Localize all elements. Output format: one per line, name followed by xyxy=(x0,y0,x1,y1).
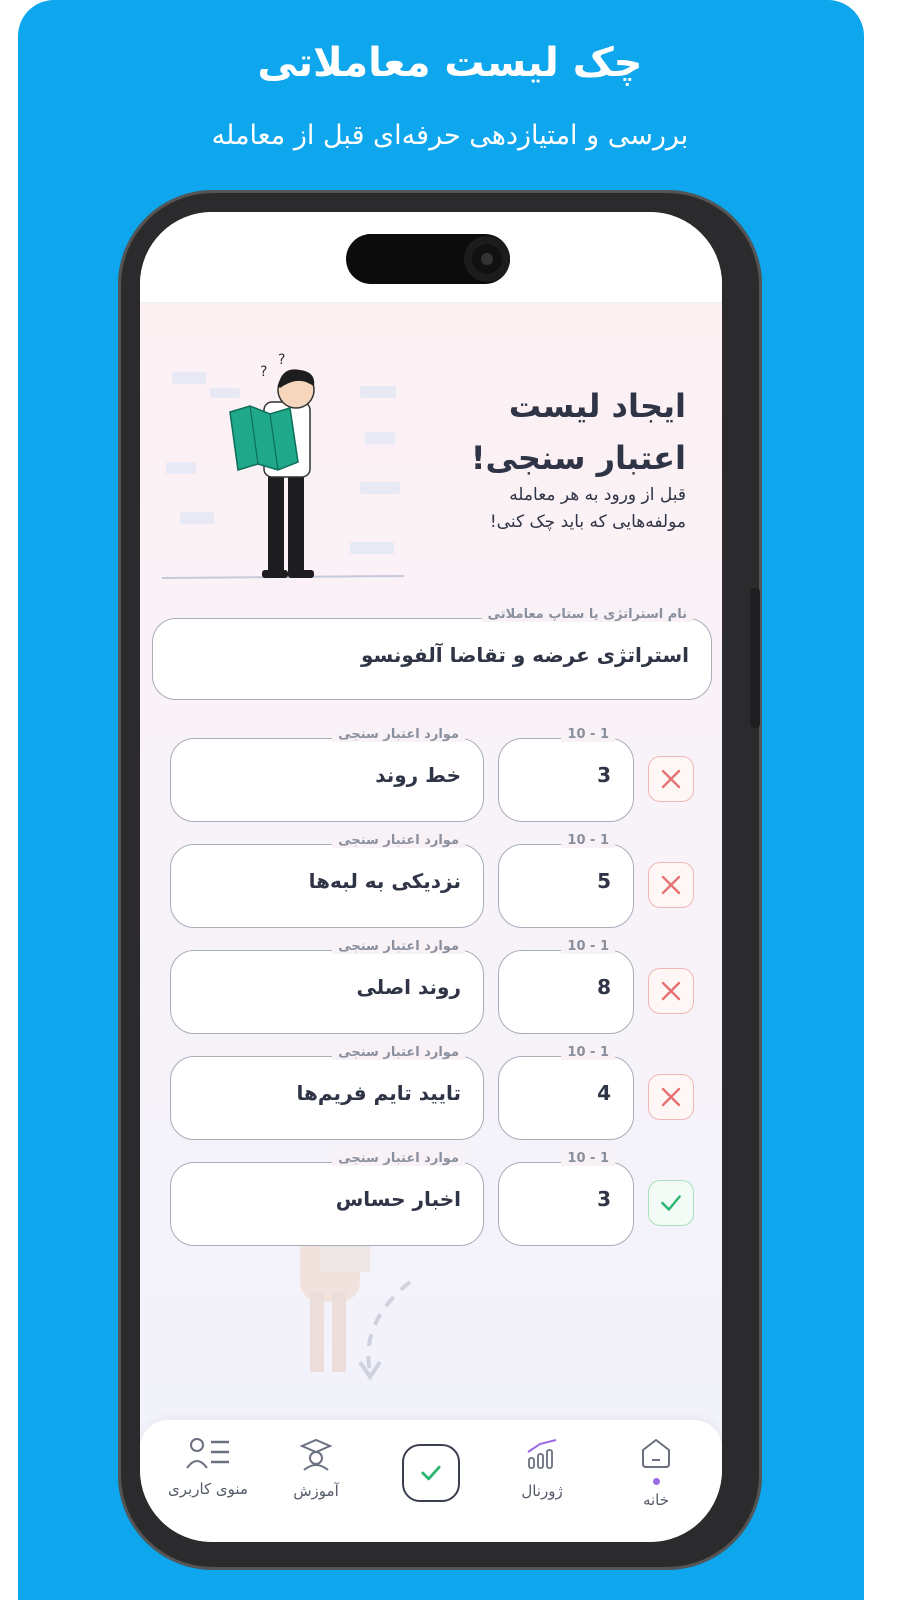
graduation-cap-icon xyxy=(298,1436,334,1472)
criteria-name-input[interactable] xyxy=(170,833,484,928)
bottom-navigation xyxy=(140,1420,722,1542)
criteria-score-input[interactable] xyxy=(498,1151,634,1246)
hero-title: ایجاد لیست اعتبار سنجی! xyxy=(470,387,686,477)
score-range-label: 1 - 10 xyxy=(561,939,615,954)
promo-title: چک لیست معاملاتی xyxy=(257,40,643,86)
criteria-label: موارد اعتبار سنجی xyxy=(332,833,465,848)
nav-label: آموزش xyxy=(293,1482,339,1500)
criteria-label: موارد اعتبار سنجی xyxy=(332,939,465,954)
criteria-label: موارد اعتبار سنجی xyxy=(332,1151,465,1166)
remove-criteria-button[interactable] xyxy=(648,1074,694,1120)
criteria-name: نزدیکی به لبه‌ها xyxy=(308,869,461,893)
close-icon xyxy=(659,1085,683,1109)
criteria-score-input[interactable] xyxy=(498,939,634,1034)
strategy-name-input[interactable] xyxy=(152,607,712,700)
check-icon xyxy=(417,1459,445,1487)
close-icon xyxy=(659,979,683,1003)
criteria-name: روند اصلی xyxy=(356,975,461,999)
svg-text:?: ? xyxy=(278,352,286,368)
nav-item-profile[interactable] xyxy=(158,1436,258,1498)
home-icon xyxy=(639,1436,673,1470)
svg-text:?: ? xyxy=(260,364,268,380)
criteria-score: 4 xyxy=(597,1081,611,1105)
criteria-score-input[interactable] xyxy=(498,727,634,822)
nav-item-learn[interactable] xyxy=(266,1436,366,1500)
nav-item-home[interactable] xyxy=(606,1436,706,1509)
criteria-score: 8 xyxy=(597,975,611,999)
criteria-score: 5 xyxy=(597,869,611,893)
phone-side-button xyxy=(750,588,760,728)
check-icon xyxy=(658,1190,684,1216)
hero-description: قبل از ورود به هر معامله مولفه‌هایی که باید چک کنی! xyxy=(489,485,686,532)
nav-label: ژورنال xyxy=(521,1482,563,1500)
score-range-label: 1 - 10 xyxy=(561,833,615,848)
criteria-score-input[interactable] xyxy=(498,833,634,928)
person-with-map-illustration xyxy=(160,342,410,582)
criteria-row xyxy=(140,833,722,930)
nav-label: خانه xyxy=(642,1491,670,1509)
criteria-name: تایید تایم فریم‌ها xyxy=(296,1081,461,1105)
user-menu-icon xyxy=(185,1436,231,1470)
score-range-label: 1 - 10 xyxy=(561,1045,615,1060)
remove-criteria-button[interactable] xyxy=(648,862,694,908)
remove-criteria-button[interactable] xyxy=(648,968,694,1014)
criteria-score: 3 xyxy=(597,763,611,787)
nav-item-journal[interactable] xyxy=(492,1436,592,1500)
criteria-name: اخبار حساس xyxy=(335,1187,461,1211)
app-screen xyxy=(140,212,722,1542)
confirm-criteria-button[interactable] xyxy=(648,1180,694,1226)
criteria-name-input[interactable] xyxy=(170,939,484,1034)
criteria-label: موارد اعتبار سنجی xyxy=(332,1045,465,1060)
criteria-name-input[interactable] xyxy=(170,727,484,822)
criteria-label: موارد اعتبار سنجی xyxy=(332,727,465,742)
close-icon xyxy=(659,873,683,897)
criteria-row xyxy=(140,1045,722,1142)
criteria-score: 3 xyxy=(597,1187,611,1211)
chart-icon xyxy=(524,1436,560,1472)
promo-subtitle: بررسی و امتیازدهی حرفه‌ای قبل از معامله xyxy=(211,120,689,151)
criteria-row xyxy=(140,727,722,824)
close-icon xyxy=(659,767,683,791)
active-indicator xyxy=(653,1478,660,1485)
criteria-name-input[interactable] xyxy=(170,1151,484,1246)
criteria-name-input[interactable] xyxy=(170,1045,484,1140)
score-range-label: 1 - 10 xyxy=(561,727,615,742)
camera-icon xyxy=(464,236,510,282)
criteria-row xyxy=(140,939,722,1036)
checklist-button[interactable] xyxy=(402,1444,460,1502)
criteria-name: خط روند xyxy=(375,763,461,787)
score-range-label: 1 - 10 xyxy=(561,1151,615,1166)
strategy-label: نام استراتژی یا ستاپ معاملاتی xyxy=(482,607,693,622)
remove-criteria-button[interactable] xyxy=(648,756,694,802)
criteria-row xyxy=(140,1151,722,1248)
nav-label: منوی کاربری xyxy=(168,1480,248,1498)
strategy-value: استراتژی عرضه و تقاضا آلفونسو xyxy=(360,643,689,667)
criteria-score-input[interactable] xyxy=(498,1045,634,1140)
